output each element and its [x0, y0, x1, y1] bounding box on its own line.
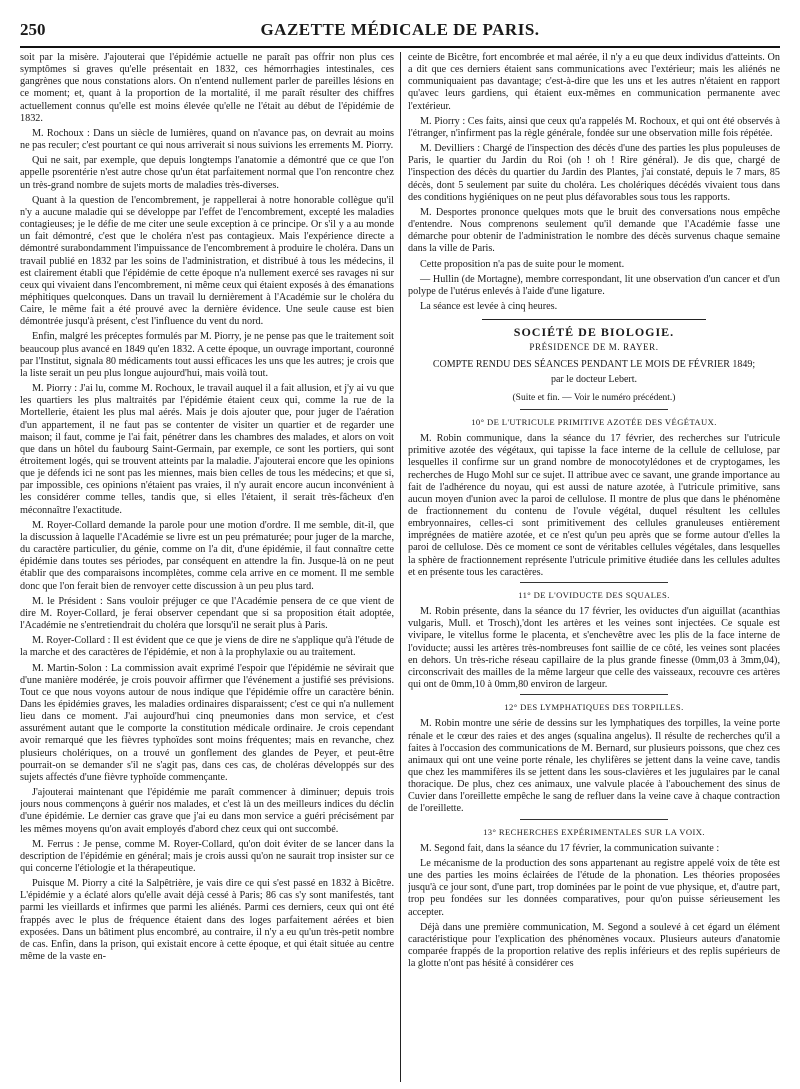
- article-paragraph: J'ajouterai maintenant que l'épidémie me paraît commencer à diminuer; depuis trois jours nous commençons à guérir nos malades, et c'est là un des meilleurs indices du déclin d'une épidémie. Le dernier cas grave que j'ai eu dans mon service a guéri précisément par les mêmes moyens qu'on avait employés d'abord chez ceux qui ont succombé.: [20, 787, 394, 835]
- article-paragraph: M. Desportes prononce quelques mots que le bruit des conversations nous empêche d'entendre. Nous comprenons seulement qu'il demande que l'Académie fasse une démarche pour obtenir de l'administration le nombre des décès survenus chaque semaine dans la ville de Paris.: [408, 206, 780, 255]
- article-paragraph: La séance est levée à cinq heures.: [420, 300, 558, 312]
- biology-sections: [408, 416, 780, 970]
- article-paragraph: — Hullin (de Mortagne), membre correspondant, lit une observation d'un cancer et d'un polype de l'utérus enlevés à l'aide d'une ligature.: [408, 273, 780, 297]
- article-paragraph: M. le Président : Sans vouloir préjuger ce que l'Académie pensera de ce que vient de dire M. Royer-Collard, je ferai observer cependant que si sa proposition était adoptée, l'Académie ne s'entretiendrait du choléra que lorsqu'il ne serait plus à Paris.: [20, 595, 394, 632]
- section-paragraph: M. Robin montre une série de dessins sur les lymphatiques des torpilles, la veine porte rénale et le cœur des raies et des anges (squalina angelus). Il résulte de recherches qu'il a faites à l'occasion des communications de M. Bernard, sur plusieurs poissons, que chez ces animaux qui ont une veine porte rénale, les chylifères se jettent dans la veine cave, tandis que chez les mammifères ils se jettent dans les sous-clavières et les jugulaires par le canal thoracique. De plus, chez ces animaux, une valvule placée à l'abouchement des sinus de Cuvier dans l'oreillette empêche le sang de refluer dans la veine cave à chaque contraction de l'oreillette.: [408, 718, 780, 815]
- section-paragraph: M. Robin communique, dans la séance du 17 février, des recherches sur l'utricule primitive azotée des végétaux, qui tapisse la face interne de la cellule de cellulose, par lesquelles il confirme sur un grand nombre de monocotylédones et de cryptogames, les recherches de Hugo Mohl sur ce sujet. Il attribue avec ce savant, une grande importance au fait de l'adhérence du noyau, qui est aussi de nature azotée, à l'utricule primitive, sans aucun moyen d'union avec la paroi de cellulose. Il montre de plus que dans le phénomène de fractionnement du contenu de l'ovule végétal, duquel résultent les cellules embryonnaires, celles-ci sont primitivement des cellules granuleuses entièrement imprégnées de matière azotée, et ce n'est qu'un peu après que se forme autour d'elles la paroi de cellulose. Dès ce moment ce sont de véritables cellules végétales, dans lesquelles la sphère de fractionnement représente l'utricule primitive étudiée dans les cellules adultes et en présente tous les caractères.: [408, 433, 780, 578]
- right-column: [408, 52, 780, 1082]
- journal-title: GAZETTE MÉDICALE DE PARIS.: [260, 20, 540, 39]
- article-paragraph: M. Rochoux : Dans un siècle de lumières, quand on n'avance pas, on devrait au moins ne pas reculer; c'est pourtant ce qui nous arriverait si nous suivions les errements M. Piorry.: [20, 127, 394, 152]
- article-paragraph: M. Piorry : J'ai lu, comme M. Rochoux, le travail auquel il a fait allusion, et j'y ai vu que les quartiers les plus maltraités par l'épidémie étaient ceux qui, comme la rue de la Mortellerie, étaient les plus mal aérés. Mais je dois ajouter que, pour juger de l'aération d'un appartement, il ne faut pas se contenter de visiter un quartier et de regarder une maison; il faut, comme je l'ai fait, pénétrer dans les chambres des malades, et alors on voit que dans un hôtel du faubourg Saint-Germain, par exemple, ce sont les portiers, qui sont étroitement logés, qui se trouvent atteints par la maladie. J'ajouterai encore que les opinions que je défends ici ne sont pas les miennes, mais bien celles de tous les médecins; et que si, par impossible, ces opinions n'étaient pas vraies, il n'y aurait encore aucun inconvénient à les considérer comme telles, tandis que, si elles l'étaient, il serait très-fâcheux d'en méconnaître l'exactitude.: [20, 383, 394, 516]
- article-paragraph: Quant à la question de l'encombrement, je rappellerai à notre honorable collègue qu'il n'y a aucune maladie qui se développe par l'effet de l'encombrement, excepté les maladies contagieuses; je le défie de me citer une seule exception à ce principe. Or s'il y a au monde un fait démontré, c'est que le choléra n'est pas contagieux. Mais l'expérience directe a démontré surabondamment l'impuissance de l'encombrement à produire le choléra. Dans un travail publié en 1832 par les soins de l'administration, et distribué à tous les médecins, il est clairement établi que l'épidémie de cette époque n'a nullement exercé ses ravages ni sur ceux qui vivaient dans l'encombrement, ni même ceux qui étaient exposés à des émanations méphitiques quelconques. Dans un travail lu dernièrement à l'Académie sur le choléra du Caire, le même fait a été prouvé avec la dernière évidence. Une seule cause est bien démontrée jusqu'à présent, c'est l'influence du vent du nord.: [20, 194, 394, 328]
- academy-discussion-end: [408, 52, 780, 313]
- continuation-note: (Suite et fin. — Voir le numéro précédent.): [512, 392, 676, 403]
- article-paragraph: Qui ne sait, par exemple, que depuis longtemps l'anatomie a démontré que ce que l'on appelle psorentérie n'est autre chose qu'un état parfaitement normal que l'on rencontre chez un très-grand nombre de sujets morts de maladies très-diverses.: [20, 155, 394, 191]
- section-heading: 10° DE L'UTRICULE PRIMITIVE AZOTÉE DES VÉGÉTAUX.: [471, 416, 717, 427]
- section-paragraph: Le mécanisme de la production des sons appartenant au registre appelé voix de tête est une des parties les moins éclairées de l'étude de la phonation. Les théories proposées jusqu'à ce jour sont, d'une part, trop dominées par le point de vue physique, et, d'autre part, trop peu fondées sur les données comparatives, pour qu'on puisse sérieusement les accepter.: [408, 857, 780, 918]
- article-paragraph: ceinte de Bicêtre, fort encombrée et mal aérée, il n'y a eu que deux individus d'atteints. On a dit que ces derniers étaient sans communications avec l'extérieur; mais les aliénés ne communiquaient pas davantage; c'est-à-dire que les uns et les autres n'étaient en rapport qu'avec leurs gardiens, qui étaient eux-mêmes en communication permanente avec l'extérieur.: [408, 52, 780, 112]
- section-paragraph: Déjà dans une première communication, M. Segond a soulevé à cet égard un élément caractéristique pour l'explication des phénomènes vocaux. Plusieurs auteurs d'anatomie comparée frappés de la proportion relative des replis inférieurs et des replis supérieurs de la glotte n'ont pas hésité à considérer ces: [408, 921, 780, 970]
- left-column: [20, 52, 394, 1082]
- article-paragraph: Cette proposition n'a pas de suite pour le moment.: [420, 258, 625, 270]
- article-paragraph: M. Martin-Solon : La commission avait exprimé l'espoir que l'épidémie ne sévirait que d'une manière modérée, je crois pouvoir affirmer que l'événement a justifié ses prévisions. Tout ce que nous voyons autour de nous indique que l'épidémie offre un caractère bénin. Dans les épidémies graves, les maladies ordinaires disparaissent; c'est ce qui n'a nullement lieu dans ce moment. J'ai aujourd'hui cinq pneumonies dans mon service, et c'est assurément autant que le comporte la constitution médicale ordinaire. Je crois cependant avoir remarqué que les fièvres typhoïdes sont moins fréquentes; mais en revanche, chez plusieurs cholériques, on a trouvé un gonflement des glandes de Peyer, et peut-être pourrait-on se demander s'il ne s'agit pas, dans ces cas, de choléras développés sur des sujets affectés d'une fièvre typhoïde commençante.: [20, 662, 394, 783]
- short-divider: [520, 694, 669, 695]
- header-rule: [20, 46, 780, 48]
- column-divider: [400, 52, 401, 1082]
- section-paragraph: M. Robin présente, dans la séance du 17 février, les oviductes d'un aiguillat (acanthias vulgaris, Mull. et Trosch),'dont les artères et les veines sont injectées. Ce squale est vivipare, le vitellus forme le placenta, et s'enchevêtre avec les plis de la face interne de l'oviducte; aussi les artères très-nombreuses font saillie de ce côté, les veines sont placées en dehors. Un très-riche réseau capillaire de la plus grande finesse (0mm,03 à 3mm,04), circonscrivait des mailles de la même largeur que celle des vaisseaux, recouvre ces artères qui ont de 0mm,10 à 0mm,80 environ de largeur.: [408, 606, 780, 691]
- article-paragraph: M. Ferrus : Je pense, comme M. Royer-Collard, qu'on doit éviter de se lancer dans la description de l'épidémie en général; mais je crois aussi qu'on ne saurait trop insister sur ce qui concerne l'étiologie et la thérapeutique.: [20, 838, 394, 874]
- page-number: 250: [20, 20, 46, 39]
- short-divider: [520, 409, 669, 410]
- presidency-line: PRÉSIDENCE DE M. RAYER.: [529, 342, 659, 353]
- article-paragraph: soit par la misère. J'ajouterai que l'épidémie actuelle ne paraît pas offrir non plus ces symptômes si graves qu'elle présentait en 1832, ces hémorrhagies intestinales, ces gangrènes que nous constations alors. On n'entend nullement parler de pareilles lésions en ce moment; et, quant à la proportion de la mortalité, il me paraît résulter des chiffres actuellement connus qu'elle est moins élevée qu'elle ne l'était au début de l'épidémie de 1832.: [20, 52, 394, 124]
- page-header: [20, 20, 780, 44]
- report-author: par le docteur Lebert.: [550, 373, 638, 385]
- article-paragraph: M. Devilliers : Chargé de l'inspection des décès d'une des parties les plus populeuses de Paris, le quartier du Jardin du Roi (oh ! oh ! Rire général). Je dis que, chargé de l'inspection des décès du quartier du Jardin des Plantes, j'ai constaté, depuis le 7 mars, 85 décès, dont 5 seulement par suite du choléra. Les cholériques décédés vivaient tous dans des conditions hygiéniques on ne peut plus défavorables sous tous les rapports.: [408, 143, 780, 203]
- section-heading: 13° RECHERCHES EXPÉRIMENTALES SUR LA VOIX.: [483, 826, 705, 837]
- section-heading: 12° DES LYMPHATIQUES DES TORPILLES.: [504, 702, 684, 713]
- section-heading: 11° DE L'OVIDUCTE DES SQUALES.: [518, 589, 670, 600]
- article-paragraph: M. Royer-Collard : Il est évident que ce que je viens de dire ne s'applique qu'à l'étude de la marche et des caractères de l'épidémie, et non à la prophylaxie ou au traitement.: [20, 635, 394, 659]
- article-paragraph: M. Royer-Collard demande la parole pour une motion d'ordre. Il me semble, dit-il, que la discussion à laquelle l'Académie se livre est un peu prématurée; pour juger de la marche, du caractère particulier, du génie, comme on l'a dit, d'une épidémie, il faut connaître cette épidémie dans toutes ses périodes, par conséquent en attendre la fin. Jusque-là on ne peut établir que des comparaisons incomplètes, comme cela arrive en ce moment. Il me semble donc que l'on ferait bien de renvoyer cette discussion à un peu plus tard.: [20, 519, 394, 592]
- report-title: COMPTE RENDU DES SÉANCES PENDANT LE MOIS DE FÉVRIER 1849;: [432, 359, 756, 371]
- short-divider: [520, 819, 669, 820]
- article-paragraph: Enfin, malgré les préceptes formulés par M. Piorry, je ne pense pas que le traitement soit beaucoup plus avancé en 1849 qu'en 1832. A cette époque, un ouvrage important, couronné par l'Institut, signala 80 médicaments tout aussi efficaces les uns que les autres; je crois que la liste serait un peu plus longue aujourd'hui, mais voilà tout.: [20, 331, 394, 379]
- article-paragraph: M. Piorry : Ces faits, ainsi que ceux qu'a rappelés M. Rochoux, et qui ont été observés à l'étranger, n'infirment pas la règle générale, fondée sur une observation mille fois répétée.: [408, 115, 780, 139]
- section-divider: [482, 319, 705, 320]
- section-paragraph: M. Segond fait, dans la séance du 17 février, la communication suivante :: [420, 842, 720, 854]
- short-divider: [520, 582, 669, 583]
- society-title: SOCIÉTÉ DE BIOLOGIE.: [513, 325, 675, 340]
- article-paragraph: Puisque M. Piorry a cité la Salpêtrière, je vais dire ce qui s'est passé en 1832 à Bicêtre. L'épidémie y a éclaté alors qu'elle avait déjà cessé à Paris; 86 cas s'y sont manifestés, tant parmi les vieillards et infirmes que parmi les aliénés. Parmi ces derniers, ceux qui ont été frappés avec le plus de fréquence étaient dans des loges parfaitement aérées et bien exposées. Dans un bâtiment plus encombré, au contraire, il n'y a eu qu'un très-petit nombre de cas. Enfin, dans la prison, qui existait encore à cette époque, et qui était située au centre même de la vaste en-: [20, 878, 394, 963]
